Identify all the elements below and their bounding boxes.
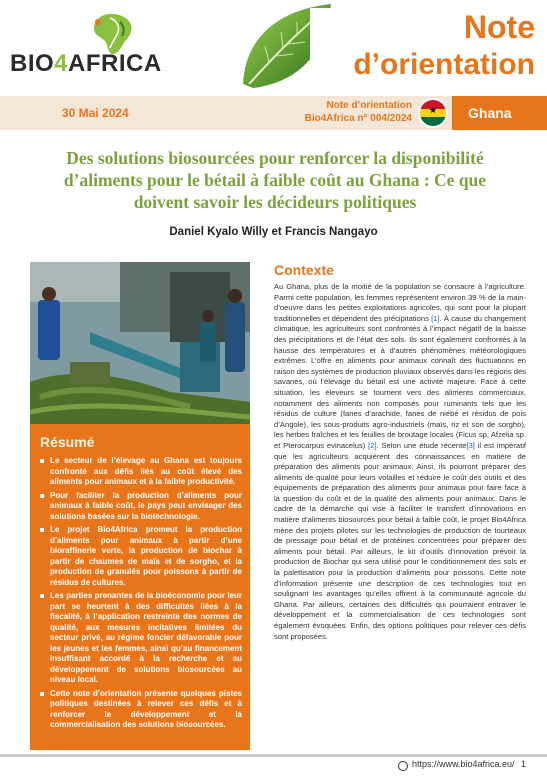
context-text: il est impératif que les agriculteurs acquièrent des connaissances en matière de préparation des aliments pour animaux. Ainsi, ils pourront préparer des aliments de qualité pour leurs volailles et réduire le coût des outils et des équipements de préparation des aliments pour animaux pour faire face à la question du coût et de la qualité des aliments pour animaux. Dans le cadre de la démarche qui vise à faciliter le transfert d’innovations en matière d’aliments biosourcés pour bétail à faible coût, le projet Bio4Africa mène des projets pilotes sur les technologies de production de tourteaux de pressage pour bétail et de protéines concentrées pour préparer des aliments pour bétail. Par ailleurs, le kit d’outils d’innovation prévoit la production de Biochar qui sera utilisé pour le conditionnement des sols et la palettisation pour la production d’aliments pour poissons. Cette note d’information présente une description de ces technologies tout en soulignant les avantages qu’elles offrent à la communauté agricole du Ghana. Par ailleurs, certaines des difficultés qui pourraient entraver le développement et la commercialisation de ces technologies sont également évoquées. Enfin, des options politiques pour relever ces défis sont proposées. [274,440,527,641]
footer [0,754,547,778]
authors: Daniel Kyalo Willy et Francis Nangayo [169,226,378,238]
feed-production-photo [30,262,250,424]
note-reference [262,99,412,125]
summary-item: Les parties prenantes de la bioéconomie pour leur part se heurtent à des difficultés liées à la fiscalité, à l’application restreinte des normes de qualité, aux mesures incitatives limitées du secteur privé, au régime foncier défavorable pour les jeunes et les femmes, ainsi qu’au financement insuffisant accordé à la recherche et au développement de solutions biosourcées au niveau local. [40,591,242,686]
globe-icon [398,761,408,771]
summary-heading: Résumé [40,434,95,450]
context-text: . Selon une étude récente [376,440,467,450]
context-paragraph [274,282,526,642]
context-heading: Contexte [274,262,334,278]
publication-date: 30 Mai 2024 [62,106,129,120]
summary-item: Le secteur de l’élevage au Ghana est toujours confronté aux défis liés au coût élevé des aliments pour animaux et à la faible productivité. [40,456,242,488]
country-label: Ghana [452,96,547,130]
note-title-line2: d’orientation [353,48,535,81]
summary-list [40,456,242,731]
footer-divider [0,754,547,757]
logo-text: BIO4AFRICA [10,50,162,77]
citation-link[interactable]: [2] [368,440,377,450]
cover-photo [30,262,250,424]
summary-item: Le projet Bio4Africa promeut la production d’aliments pour animaux à partir d’une bioraffinerie verte, la production de biochar à partir de chaumes de maïs et de sorgho, et la production de granulés pour poissons à partir de résidus de cultures. [40,525,242,588]
note-reference-line2: Bio4Africa n° 004/2024 [304,113,412,124]
note-reference-line1: Note d’orientation [326,100,412,111]
bio4africa-logo [10,12,220,82]
website-link[interactable]: https://www.bio4africa.eu/ [412,759,515,769]
page-title: Des solutions biosourcées pour renforcer la disponibilité d’aliments pour le bétail à faible coût au Ghana : Ce que doivent savoir les décideurs politiques [63,148,487,212]
note-title-line1: Note [463,9,535,45]
document-type-title [310,8,547,92]
summary-box [30,424,250,750]
summary-item: Pour faciliter la production d’aliments pour animaux à faible coût, le pays peut envisager des solutions basées sur la biotechnologie. [40,491,242,523]
context-text: . À cause du changement climatique, les agriculteurs sont confrontés à l’impact négatif de la baisse des précipitations et de l’état des sols. Ils sont également confrontés à la hausse des températures et à d’autres phénomènes météorologiques extrêmes. L’offre en aliments pour animaux connaît des fluctuations en raison des systèmes de production pluviaux observés dans les régions des savanes, où l’élevage du bétail est une activité majeure. Face à cette situation, les éleveurs se tournent vers des aliments commerciaux, notamment des aliments non composés pour ruminants tels que les résidus de culture (fanes d’arachide, fanes de niébé et résidus de pois d’Angole), les sous-produits agro-industriels (maïs, riz et son de sorgho), les herbes fraîches et les feuilles de broutage locales (Ficus sp, Afzelia sp. et Pterocarpus evinacelus) [274,313,527,450]
summary-item: Cette note d’orientation présente quelques pistes politiques destinées à relever ces défis et à renforcer le développement et la commercialisation des solutions biosourcées. [40,689,242,731]
citation-link[interactable]: [3] [466,440,475,450]
info-band [0,96,547,130]
header [0,0,547,96]
ghana-flag-icon: ★ [418,98,448,128]
context-text: Au Ghana, plus de la moitié de la population se consacre à l’agriculture. Parmi cette population, les femmes représentent environ 39 % de la main-d’oeuvre dans les petites exploitations agricoles, qui sont pour la plupart traditionnelles et dépendent des précipitations [274,282,526,323]
page-number: 1 [521,759,527,769]
context-section [274,262,526,642]
citation-link[interactable]: [1] [431,313,440,323]
